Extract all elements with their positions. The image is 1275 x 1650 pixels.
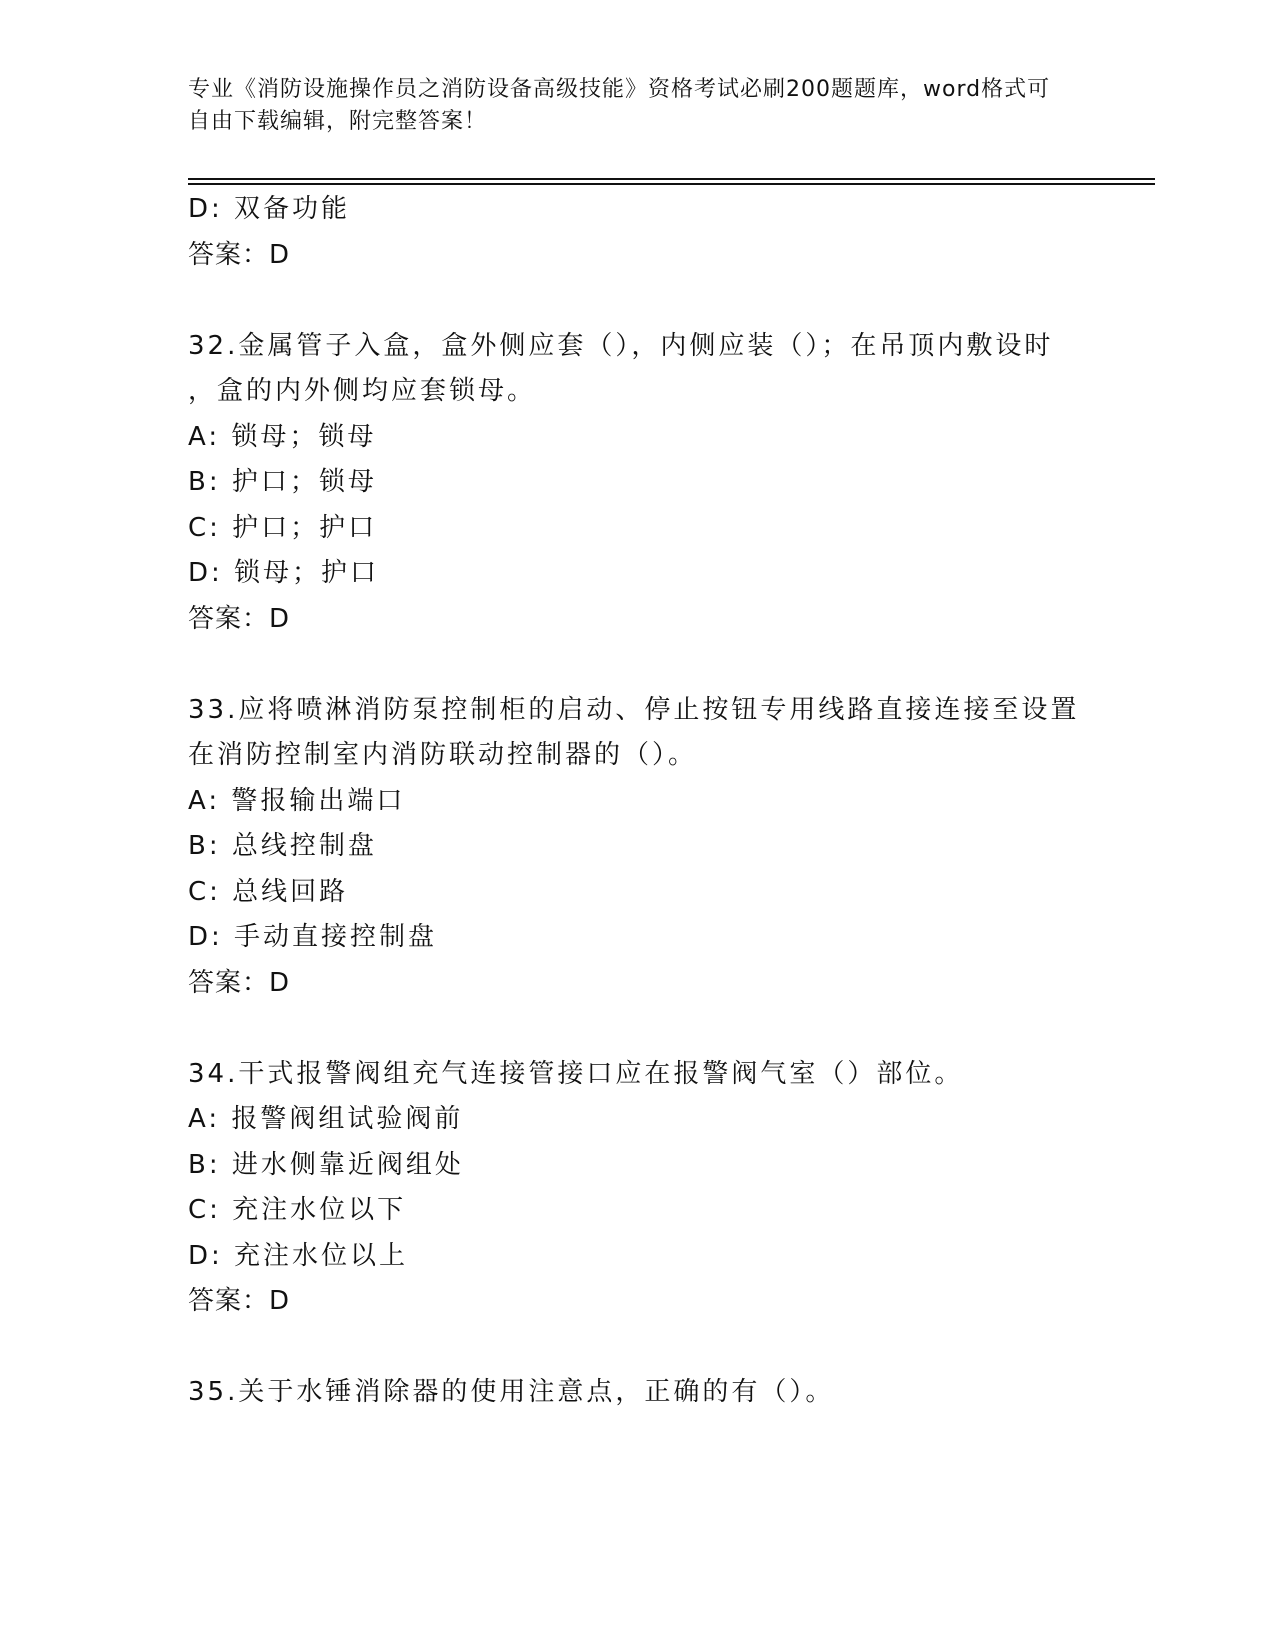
option-a: A: 警报输出端口 bbox=[188, 785, 406, 816]
option-c: C: 充注水位以下 bbox=[188, 1195, 407, 1225]
question-stem: 33.应将喷淋消防泵控制柜的启动、停止按钮专用线路直接连接至设置 bbox=[188, 694, 1080, 725]
option-b: B: 护口；锁母 bbox=[188, 467, 377, 497]
option-c: C: 总线回路 bbox=[188, 876, 349, 907]
option-a: A: 锁母；锁母 bbox=[188, 421, 377, 452]
question-stem-continued: ，盒的内外侧均应套锁母。 bbox=[188, 376, 537, 406]
option-a: A: 报警阀组试验阀前 bbox=[188, 1104, 464, 1134]
answer: 答案：D bbox=[188, 967, 291, 998]
question-stem: 34.干式报警阀组充气连接管接口应在报警阀气室（）部位。 bbox=[188, 1058, 964, 1089]
option-d: D: 手动直接控制盘 bbox=[188, 922, 438, 952]
answer: 答案：D bbox=[188, 239, 291, 270]
option-d: D: 充注水位以上 bbox=[188, 1240, 409, 1271]
question-35 bbox=[188, 1370, 1088, 1416]
option-b: B: 总线控制盘 bbox=[188, 831, 377, 861]
option-d: D: 锁母；护口 bbox=[188, 558, 380, 588]
option-c: C: 护口；护口 bbox=[188, 512, 378, 543]
question-33 bbox=[188, 688, 1088, 1007]
option-d: D: 双备功能 bbox=[188, 194, 351, 224]
question-34 bbox=[188, 1052, 1088, 1325]
header-rule-bottom bbox=[188, 183, 1155, 185]
question-32 bbox=[188, 324, 1088, 643]
header-rule-top bbox=[188, 178, 1155, 180]
answer: 答案：D bbox=[188, 1286, 291, 1316]
question-stem: 35.关于水锤消除器的使用注意点，正确的有（）。 bbox=[188, 1377, 835, 1407]
question-list bbox=[188, 187, 1088, 1416]
question-stem: 32.金属管子入盒，盒外侧应套（），内侧应装（）；在吊顶内敷设时 bbox=[188, 330, 1054, 361]
option-b: B: 进水侧靠近阀组处 bbox=[188, 1149, 464, 1180]
answer: 答案：D bbox=[188, 603, 291, 634]
question-stem-continued: 在消防控制室内消防联动控制器的（）。 bbox=[188, 740, 698, 770]
page-header: 专业《消防设施操作员之消防设备高级技能》资格考试必刷200题题库，word格式可自由下载编辑，附完整答案！ bbox=[188, 77, 1051, 134]
